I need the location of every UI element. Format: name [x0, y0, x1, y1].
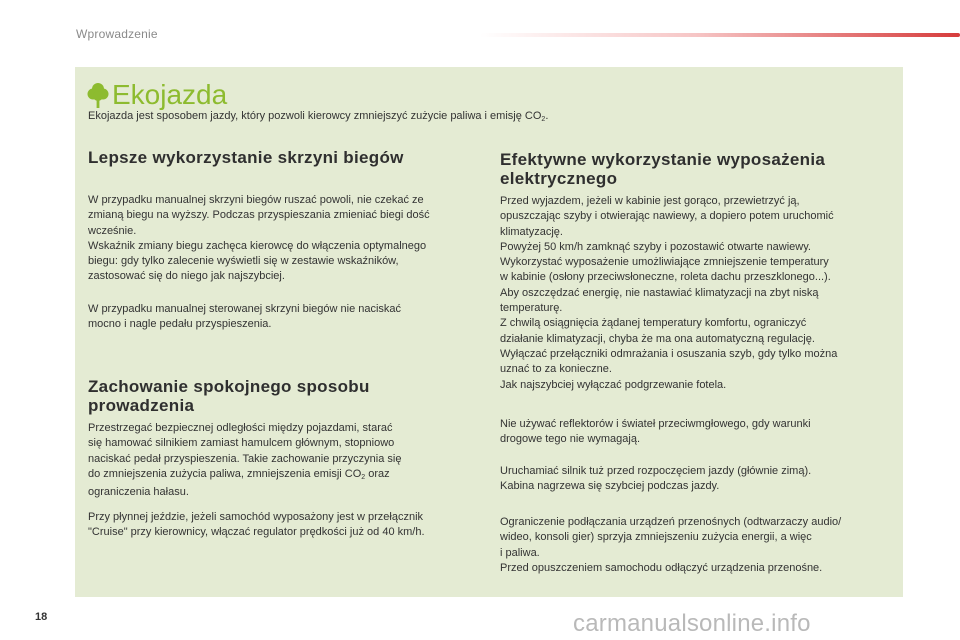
paragraph-lights: Nie używać reflektorów i świateł przeciwmgłowego, gdy warunki drogowe tego nie wymagają.	[500, 418, 811, 446]
paragraph-gearbox: W przypadku manualnej skrzyni biegów ruszać powoli, nie czekać ze zmianą biegu na wyższy. Podczas przyspieszania zmieniać biegi dość wcześnie. Wskaźnik zmiany biegu zachęca kierowcę do włączenia optymalnego biegu: gdy tylko zalecenie wyświetli się w zestawie wskaźników, zastosować się do niego jak najszybciej.	[88, 194, 430, 283]
page-number: 18	[35, 611, 48, 623]
paragraph-engine-start: Uruchamiać silnik tuż przed rozpoczęciem jazdy (głównie zimą). Kabina nagrzewa się szybciej podczas jazdy.	[500, 465, 812, 493]
header-rule	[480, 33, 960, 37]
watermark: carmanualsonline.info	[573, 610, 811, 637]
section-title: Wprowadzenie	[76, 27, 158, 41]
paragraph-portable-devices: Ograniczenie podłączania urządzeń przenośnych (odtwarzaczy audio/ wideo, konsoli gier) sprzyja zmniejszeniu zużycia energii, a więc i paliwa. Przed opuszczeniem samochodu odłączyć urządzenia przenośne.	[500, 516, 842, 574]
paragraph-climate: Przed wyjazdem, jeżeli w kabinie jest gorąco, przewietrzyć ją, opuszczając szyby i otwierając nawiewy, a dopiero potem uruchomić klimatyzację. Powyżej 50 km/h zamknąć szyby i pozostawić otwarte nawiewy. Wykorzystać wyposażenie umożliwiające zmniejszenie temperatury w kabinie (osłony przeciwsłoneczne, roleta dachu przeszklonego...). Aby oszczędzać energię, nie nastawiać klimatyzacji na zbyt niską temperaturę. Z chwilą osiągnięcia żądanej temperatury komfortu, ograniczyć działanie klimatyzacji, chyba że ma ona automatyczną regulację. Wyłączać przełączniki odmrażania i osuszania szyb, gdy tylko można uznać to za konieczne. Jak najszybciej wyłączać podgrzewanie fotela.	[500, 195, 838, 391]
paragraph-auto-gearbox: W przypadku manualnej sterowanej skrzyni biegów nie naciskać mocno i nagle pedału przyspieszenia.	[88, 303, 402, 331]
heading-calm-driving: Zachowanie spokojnego sposobu prowadzenia	[88, 377, 370, 415]
heading-gearbox: Lepsze wykorzystanie skrzyni biegów	[88, 148, 404, 167]
paragraph-cruise: Przy płynnej jeździe, jeżeli samochód wyposażony jest w przełącznik "Cruise" przy kierownicy, włączać regulator prędkości już od 40 km/h.	[88, 511, 425, 539]
tree-icon	[87, 82, 109, 108]
eco-intro: Ekojazda jest sposobem jazdy, który pozwoli kierowcy zmniejszyć zużycie paliwa i emisję $CO_2$.	[88, 110, 549, 123]
eco-title: Ekojazda	[112, 79, 228, 110]
heading-electrical: Efektywne wykorzystanie wyposażenia elektrycznego	[500, 150, 826, 188]
paragraph-calm-driving: Przestrzegać bezpiecznej odległości między pojazdami, starać się hamować silnikiem zamiast hamulcem głównym, stopniowo naciskać pedał przyspieszenia. Takie zachowanie przyczynia się do zmniejszenia zużycia paliwa, zmniejszenia emisji $CO_2$ oraz ograniczenia hałasu.	[88, 422, 402, 499]
